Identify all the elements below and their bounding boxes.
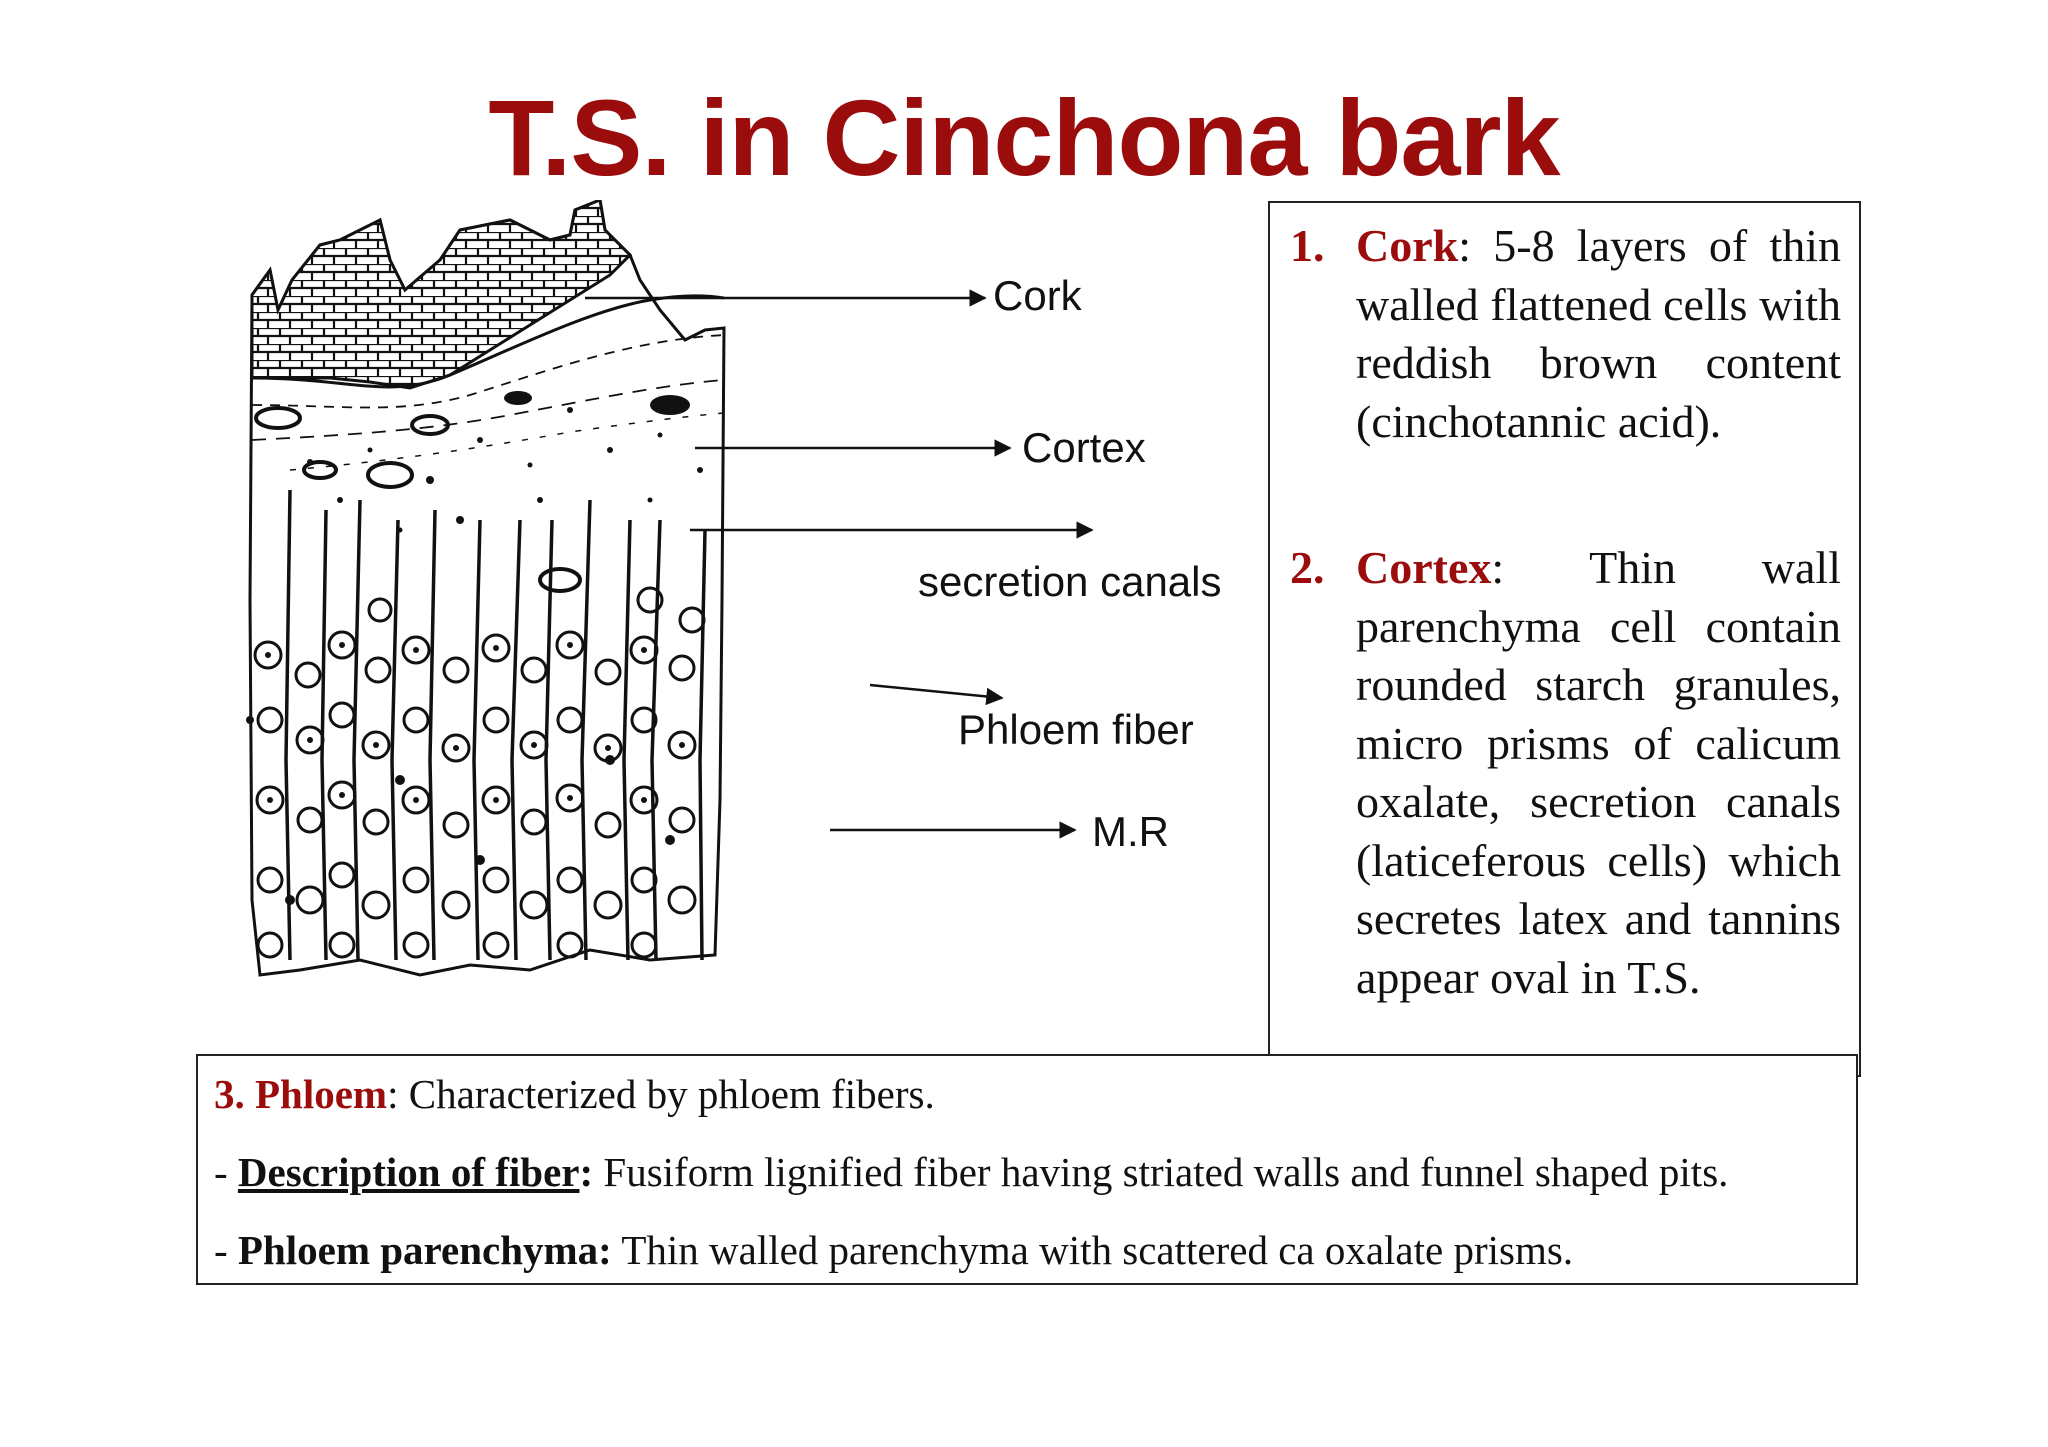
term-parenchyma: Phloem parenchyma: [237,1227,612,1273]
parenchyma-description: Thin walled parenchyma with scattered ca oxalate prisms. [611,1227,1574,1273]
item-body [1356,539,1841,1007]
description-box [1268,201,1861,1077]
fiber-prefix: - [214,1149,238,1195]
cork-description: : 5-8 layers of thin walled flattened cells with reddish brown content (cinchotannic acid). [1356,220,1841,447]
page-title: T.S. in Cinchona bark [488,77,1560,198]
term-phloem: 3. Phloem [214,1071,388,1117]
bark-section-diagram [230,200,1280,1030]
label-phloem-fiber: Phloem fiber [958,706,1194,753]
term-fiber: Description of fiber [237,1149,580,1195]
fiber-line [214,1148,1728,1196]
parenchyma-line [214,1226,1573,1274]
label-cork: Cork [993,272,1082,319]
parenchyma-prefix: - [214,1227,238,1273]
item-number: 1. [1290,220,1325,271]
phloem-line [214,1070,935,1118]
item-number: 2. [1290,542,1325,593]
phloem-description: : Characterized by phloem fibers. [387,1071,935,1117]
term-cortex: Cortex [1356,542,1492,593]
label-secretion-canals: secretion canals [918,558,1222,605]
label-mr: M.R [1092,808,1169,855]
fiber-colon: : [579,1149,594,1195]
label-cortex: Cortex [1022,424,1146,471]
phloem-box [196,1054,1858,1285]
fiber-description: Fusiform lignified fiber having striated walls and funnel shaped pits. [593,1149,1729,1195]
item-body [1356,217,1841,451]
phloem-fiber-leader [870,685,1002,698]
item-cortex [1290,539,1841,1007]
term-cork: Cork [1356,220,1459,271]
item-cork [1290,217,1841,451]
cortex-description: : Thin wall parenchyma cell contain rounded starch granules, micro prisms of calicum oxalate, secretion canals (laticeferous cells) which secretes latex and tannins appear oval in T.S. [1356,542,1841,1003]
